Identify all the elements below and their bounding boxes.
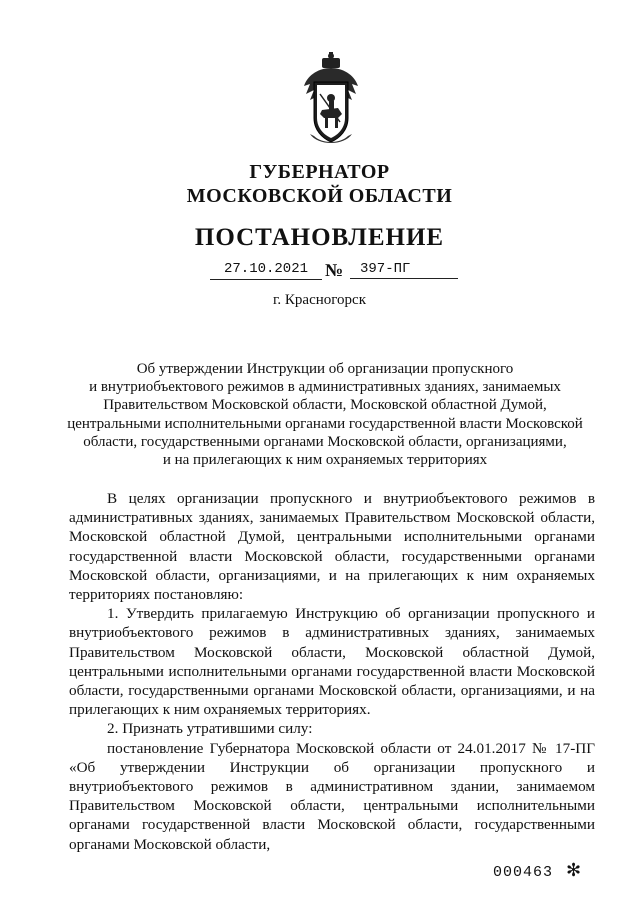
preamble-paragraph: В целях организации пропускного и внутриобъектового режимов в административных зданиях, занимаемых Правительством Московской области, Московской областной Думой, центральными исполнительными органами государственной власти Московской области, государственными органами Московской области, организациями, и на прилегающих к ним охраняемых территориях постановляю: — [69, 490, 595, 604]
number-sign: № — [325, 260, 344, 280]
decree-subject — [60, 360, 590, 469]
footer-mark: ✻ — [566, 860, 582, 880]
subject-line: Правительством Московской области, Московской областной Думой, — [103, 397, 547, 414]
governor-title-line2: МОСКОВСКОЙ ОБЛАСТИ — [186, 185, 453, 207]
city-name: г. Красногорск — [272, 292, 367, 308]
item-2-heading: 2. Признать утратившими силу: — [107, 720, 313, 738]
document-type-title: ПОСТАНОВЛЕНИЕ — [194, 224, 445, 251]
serial-number: 000463 — [493, 864, 554, 881]
item-1-paragraph: 1. Утвердить прилагаемую Инструкцию об организации пропускного и внутриобъектового режимов в административных зданиях, занимаемых Правительством Московской области, Московской областной Думой, центральными исполнительными органами государственной власти Московской области, государственными органами Московской области, организациями, и на прилегающих к ним охраняемых территориях. — [69, 605, 595, 719]
decree-number: 397-ПГ — [350, 259, 458, 279]
governor-title-line1: ГУБЕРНАТОР — [249, 161, 390, 183]
subject-line: центральными исполнительными органами государственной власти Московской — [67, 415, 583, 432]
decree-body — [69, 489, 595, 854]
subject-line: Об утверждении Инструкции об организации пропускного — [136, 361, 514, 377]
subject-line: области, государственными органами Московской области, организациями, — [83, 433, 567, 450]
subject-line: и внутриобъектового режимов в административных зданиях, занимаемых — [89, 379, 561, 396]
coat-of-arms-icon — [300, 52, 362, 148]
subject-line: и на прилегающих к ним охраняемых территориях — [162, 452, 488, 469]
item-2-text: постановление Губернатора Московской области от 24.01.2017 № 17-ПГ «Об утверждении Инструкции об организации пропускного и внутриобъектового режимов в административном здании, занимаемом Правительством Московской области, центральными исполнительными органами государственной власти Московской области, государственными органами Московской области, — [69, 739, 595, 853]
decree-date: 27.10.2021 — [210, 259, 322, 280]
